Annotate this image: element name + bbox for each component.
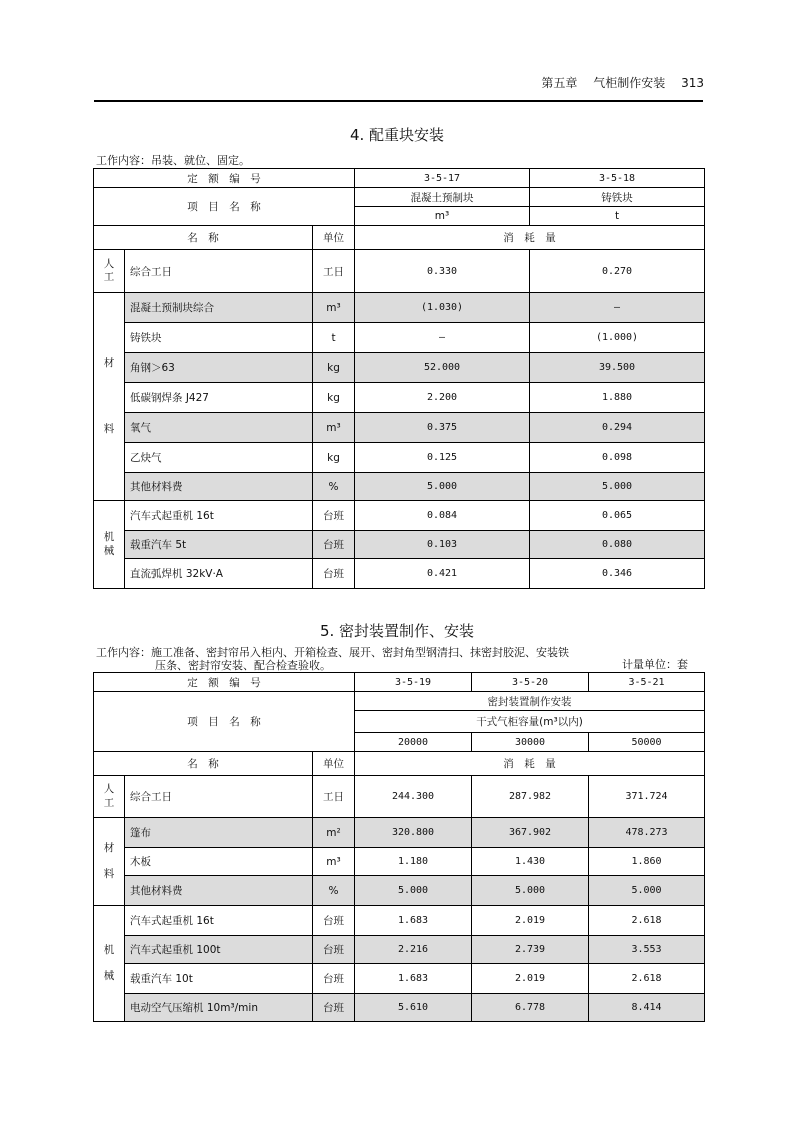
capacity-value: 30000 (472, 733, 589, 752)
section4-table (93, 168, 705, 589)
row-value: 8.414 (589, 994, 705, 1022)
row-unit: kg (313, 443, 355, 473)
row-name: 载重汽车 10t (125, 964, 313, 994)
row-value: 0.270 (530, 250, 705, 293)
row-name: 电动空气压缩机 10m³/min (125, 994, 313, 1022)
category-labor: 人 工 (94, 250, 125, 293)
item-name-label: 项 目 名 称 (94, 188, 355, 226)
row-unit: 台班 (313, 501, 355, 531)
row-name: 综合工日 (125, 250, 313, 293)
row-name: 木板 (125, 848, 313, 876)
row-unit: 台班 (313, 906, 355, 936)
category-machinery: 机 械 (94, 906, 125, 1022)
header-rule (94, 100, 703, 102)
row-value: 2.019 (472, 906, 589, 936)
row-unit: 台班 (313, 964, 355, 994)
unit-column-header: 单位 (313, 226, 355, 250)
row-value: 5.000 (355, 876, 472, 906)
row-unit: 台班 (313, 531, 355, 559)
item-unit: m³ (355, 207, 530, 226)
row-value: 287.982 (472, 776, 589, 818)
page-number: 313 (681, 76, 704, 90)
row-value: (1.000) (530, 323, 705, 353)
row-value: 1.880 (530, 383, 705, 413)
row-value: 320.800 (355, 818, 472, 848)
name-column-header: 名 称 (94, 752, 313, 776)
row-value: 0.421 (355, 559, 530, 589)
section5-work-content-line2: 压条、密封帘安装、配合检查验收。 (155, 659, 331, 672)
row-name: 铸铁块 (125, 323, 313, 353)
capacity-subtitle: 干式气柜容量(m³以内) (355, 711, 705, 733)
row-value: 5.610 (355, 994, 472, 1022)
row-value: 0.346 (530, 559, 705, 589)
row-unit: 台班 (313, 994, 355, 1022)
row-value: 1.430 (472, 848, 589, 876)
section5-work-content-line1: 工作内容：施工准备、密封帘吊入柜内、开箱检查、展开、密封角型钢清扫、抹密封胶泥、安装铁 (96, 646, 569, 659)
row-value: 2.019 (472, 964, 589, 994)
section5-table (93, 672, 705, 1022)
name-column-header: 名 称 (94, 226, 313, 250)
group-title: 密封装置制作安装 (355, 692, 705, 711)
row-unit: m³ (313, 413, 355, 443)
item-name: 铸铁块 (530, 188, 705, 207)
quota-number-label: 定 额 编 号 (94, 169, 355, 188)
chapter-title: 气柜制作安装 (593, 76, 666, 90)
quota-code: 3-5-21 (589, 673, 705, 692)
row-name: 综合工日 (125, 776, 313, 818)
row-name: 低碳钢焊条 J427 (125, 383, 313, 413)
row-name: 载重汽车 5t (125, 531, 313, 559)
category-material: 材 料 (94, 818, 125, 906)
quota-code: 3-5-20 (472, 673, 589, 692)
capacity-value: 50000 (589, 733, 705, 752)
row-unit: 工日 (313, 250, 355, 293)
row-value: 2.216 (355, 936, 472, 964)
row-unit: m² (313, 818, 355, 848)
category-material: 材 料 (94, 293, 125, 501)
row-unit: m³ (313, 293, 355, 323)
row-value: 0.080 (530, 531, 705, 559)
quota-number-label: 定 额 编 号 (94, 673, 355, 692)
row-value: 5.000 (355, 473, 530, 501)
row-name: 汽车式起重机 16t (125, 906, 313, 936)
row-value: (1.030) (355, 293, 530, 323)
row-value: 0.330 (355, 250, 530, 293)
row-name: 其他材料费 (125, 876, 313, 906)
row-value: 5.000 (530, 473, 705, 501)
row-value: 244.300 (355, 776, 472, 818)
quota-code: 3-5-18 (530, 169, 705, 188)
row-value: 0.098 (530, 443, 705, 473)
row-value: 478.273 (589, 818, 705, 848)
row-unit: % (313, 473, 355, 501)
row-value: 0.375 (355, 413, 530, 443)
unit-column-header: 单位 (313, 752, 355, 776)
row-value: 5.000 (589, 876, 705, 906)
row-unit: 台班 (313, 559, 355, 589)
row-name: 混凝土预制块综合 (125, 293, 313, 323)
row-value: 6.778 (472, 994, 589, 1022)
row-value: — (530, 293, 705, 323)
row-unit: kg (313, 353, 355, 383)
quota-code: 3-5-19 (355, 673, 472, 692)
row-name: 其他材料费 (125, 473, 313, 501)
category-labor: 人 工 (94, 776, 125, 818)
row-value: 0.084 (355, 501, 530, 531)
capacity-value: 20000 (355, 733, 472, 752)
item-name: 混凝土预制块 (355, 188, 530, 207)
row-value: 52.000 (355, 353, 530, 383)
row-value: 2.618 (589, 964, 705, 994)
item-name-label: 项 目 名 称 (94, 692, 355, 752)
section4-title: 4. 配重块安装 (349, 126, 445, 144)
row-value: 1.180 (355, 848, 472, 876)
row-value: 39.500 (530, 353, 705, 383)
row-unit: % (313, 876, 355, 906)
row-value: 0.294 (530, 413, 705, 443)
row-value: 5.000 (472, 876, 589, 906)
consumption-header: 消 耗 量 (355, 226, 705, 250)
row-unit: m³ (313, 848, 355, 876)
row-name: 汽车式起重机 100t (125, 936, 313, 964)
row-name: 角钢＞63 (125, 353, 313, 383)
row-value: 0.103 (355, 531, 530, 559)
row-value: 367.902 (472, 818, 589, 848)
row-unit: 台班 (313, 936, 355, 964)
category-machinery: 机 械 (94, 501, 125, 589)
quota-code: 3-5-17 (355, 169, 530, 188)
row-value: 1.683 (355, 906, 472, 936)
row-value: 0.125 (355, 443, 530, 473)
row-name: 汽车式起重机 16t (125, 501, 313, 531)
row-unit: kg (313, 383, 355, 413)
section5-unit-note: 计量单位：套 (622, 658, 688, 671)
row-value: 371.724 (589, 776, 705, 818)
row-value: 2.739 (472, 936, 589, 964)
item-unit: t (530, 207, 705, 226)
section5-title: 5. 密封装置制作、安装 (319, 622, 475, 640)
row-name: 篷布 (125, 818, 313, 848)
page-header (94, 74, 704, 91)
row-unit: t (313, 323, 355, 353)
row-name: 直流弧焊机 32kV·A (125, 559, 313, 589)
row-value: 0.065 (530, 501, 705, 531)
chapter-label: 第五章 (541, 76, 578, 90)
row-name: 氧气 (125, 413, 313, 443)
row-value: 2.200 (355, 383, 530, 413)
row-value: 3.553 (589, 936, 705, 964)
row-value: 1.860 (589, 848, 705, 876)
row-value: 1.683 (355, 964, 472, 994)
row-unit: 工日 (313, 776, 355, 818)
row-value: — (355, 323, 530, 353)
section4-work-content: 工作内容：吊装、就位、固定。 (96, 154, 250, 167)
consumption-header: 消 耗 量 (355, 752, 705, 776)
row-value: 2.618 (589, 906, 705, 936)
row-name: 乙炔气 (125, 443, 313, 473)
